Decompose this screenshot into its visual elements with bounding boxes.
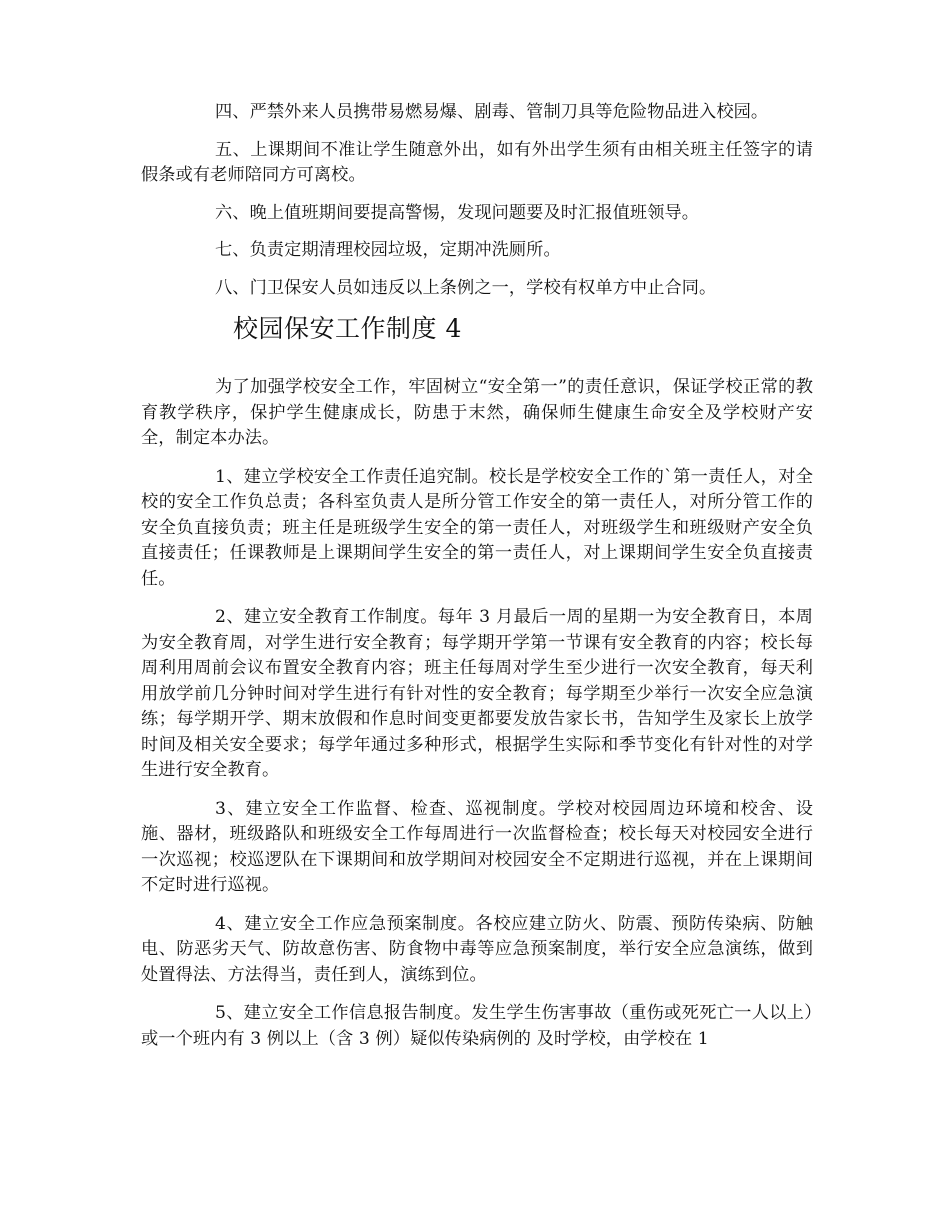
- paragraph-intro: 为了加强学校安全工作，牢固树立“安全第一”的责任意识，保证学校正常的教育教学秩序，保护学生健康成长，防患于末然，确保师生健康生命安全及学校财产安全，制定本办法。: [141, 377, 813, 448]
- paragraph-item-4: 4、建立安全工作应急预案制度。各校应建立防火、防震、预防传染病、防触电、防恶劣天气、防故意伤害、防食物中毒等应急预案制度，举行安全应急演练，做到处置得法、方法得当，责任到人，演练到位。: [141, 913, 813, 985]
- paragraph-item-1: 1、建立学校安全工作责任追究制。校长是学校安全工作的`第一责任人，对全校的安全工作负总责；各科室负责人是所分管工作安全的第一责任人，对所分管工作的安全负直接负责；班主任是班级学生安全的第一责任人，对班级学生和班级财产安全负直接责任；任课教师是上课期间学生安全的第一责任人，对上课期间学生安全负直接责任。: [141, 466, 813, 589]
- paragraph-item-3: 3、建立安全工作监督、检查、巡视制度。学校对校园周边环境和校舍、设施、器材，班级路队和班级安全工作每周进行一次监督检查；校长每天对校园安全进行一次巡视；校巡逻队在下课期间和放学期间对校园安全不定期进行巡视，并在上课期间不定时进行巡视。: [141, 798, 813, 895]
- paragraph-rule-5: 五、上课期间不准让学生随意外出，如有外出学生须有由相关班主任签字的请假条或有老师陪同方可离校。: [141, 139, 813, 185]
- paragraph-item-2: 2、建立安全教育工作制度。每年 3 月最后一周的星期一为安全教育日，本周为安全教育周，对学生进行安全教育；每学期开学第一节课有安全教育的内容；校长每周利用周前会议布置安全教育内容；班主任每周对学生至少进行一次安全教育，每天利用放学前几分钟时间对学生进行有针对性的安全教育；每学期至少举行一次安全应急演练；每学期开学、期末放假和作息时间变更都要发放告家长书，告知学生及家长上放学时间及相关安全要求；每学年通过多种形式，根据学生实际和季节变化有针对性的对学生进行安全教育。: [141, 607, 813, 780]
- paragraph-item-5: 5、建立安全工作信息报告制度。发生学生伤害事故（重伤或死死亡一人以上）或一个班内有 3 例以上（含 3 例）疑似传染病例的 及时学校，由学校在 1: [141, 1003, 813, 1049]
- section-title: 校园保安工作制度 4: [233, 314, 462, 343]
- paragraph-rule-6: 六、晚上值班期间要提高警惕，发现问题要及时汇报值班领导。: [215, 202, 700, 223]
- document-page: [141, 100, 813, 1065]
- paragraph-rule-8: 八、门卫保安人员如违反以上条例之一，学校有权单方中止合同。: [215, 277, 717, 298]
- paragraph-rule-4: 四、严禁外来人员携带易燃易爆、剧毒、管制刀具等危险物品进入校园。: [215, 102, 769, 122]
- paragraph-rule-7: 七、负责定期清理校园垃圾，定期冲洗厕所。: [215, 240, 561, 260]
